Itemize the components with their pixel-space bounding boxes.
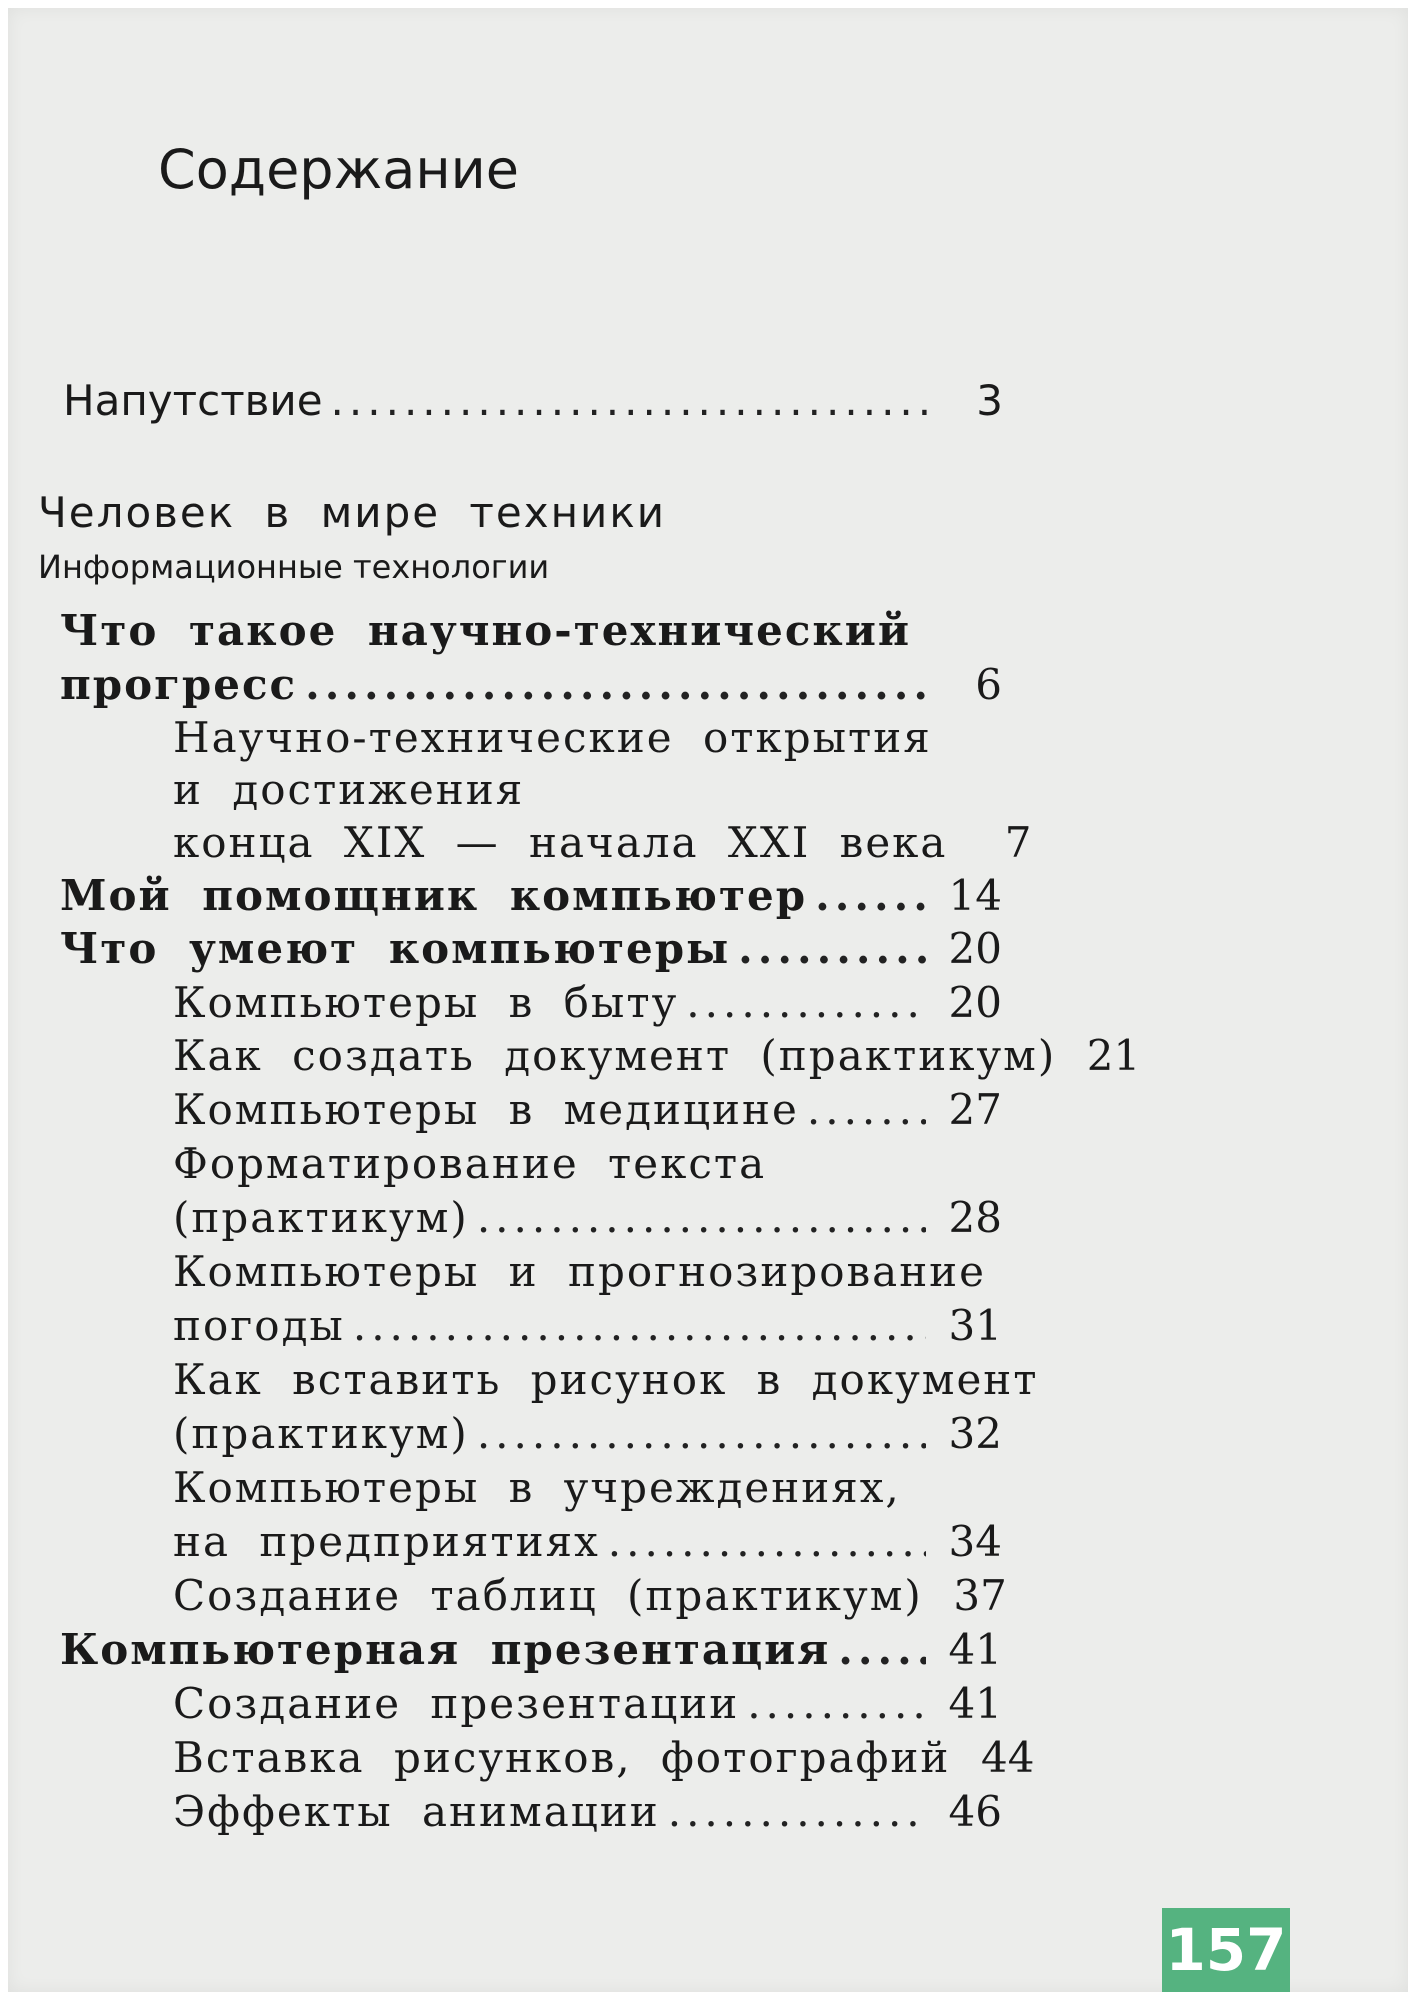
toc-discoveries-line2: и достижения (173, 765, 525, 814)
toc-office-line1: Компьютеры в учреждениях, (173, 1463, 901, 1512)
toc-entry-weather (173, 1301, 1002, 1350)
toc-entry-format (173, 1193, 1002, 1242)
toc-entry-can (60, 924, 1002, 973)
toc-entry-page: 46 (948, 1787, 1002, 1836)
toc-progress-line1: Что такое научно-технический (60, 606, 912, 655)
toc-leader-dots (738, 924, 926, 973)
toc-format-line1: Форматирование текста (173, 1139, 767, 1188)
toc-entry-label: Компьютеры в быту (173, 978, 679, 1027)
toc-weather-line1: Компьютеры и прогнозирование (173, 1247, 987, 1296)
toc-entry-label: на предприятиях (173, 1517, 600, 1566)
toc-discoveries-line1: Научно-технические открытия (173, 713, 932, 762)
toc-entry-page: 34 (948, 1517, 1002, 1566)
toc-entry-label: Как создать документ (практикум) (173, 1031, 1057, 1080)
toc-entry-discoveries (173, 818, 1032, 867)
toc-entry-label: Мой помощник компьютер (60, 871, 808, 920)
section-title: Человек в мире техники (38, 488, 667, 537)
toc-leader-dots (608, 1517, 926, 1566)
toc-entry-helper (60, 871, 1002, 920)
toc-leader-dots (477, 1193, 926, 1242)
toc-entry-label: Вставка рисунков, фотографий (173, 1733, 951, 1782)
page-title: Содержание (158, 138, 519, 201)
toc-entry-label: Компьютеры в медицине (173, 1085, 799, 1134)
toc-entry-label: Создание презентации (173, 1679, 740, 1728)
toc-leader-dots (668, 1787, 926, 1836)
toc-entry-label: Что умеют компьютеры (60, 924, 731, 973)
toc-entry-page: 14 (948, 871, 1002, 920)
toc-leader-dots (686, 978, 926, 1027)
toc-entry-pics (173, 1733, 1035, 1782)
toc-leader-dots (815, 871, 926, 920)
toc-entry-label: Компьютерная презентация (60, 1625, 831, 1674)
toc-entry-doc (173, 1031, 1141, 1080)
toc-entry-intro (63, 376, 1003, 425)
toc-entry-insert (173, 1409, 1002, 1458)
toc-entry-page: 31 (948, 1301, 1002, 1350)
toc-entry-page: 20 (948, 924, 1002, 973)
toc-leader-dots (747, 1679, 926, 1728)
book-page (8, 8, 1408, 1992)
toc-insert-line1: Как вставить рисунок в документ (173, 1355, 1039, 1404)
toc-entry-med (173, 1085, 1002, 1134)
toc-entry-office (173, 1517, 1002, 1566)
toc-entry-page: 6 (975, 660, 1002, 709)
toc-entry-label: конца XIX — начала XXI века (173, 818, 948, 867)
toc-leader-dots (305, 660, 926, 709)
toc-entry-page: 32 (948, 1409, 1002, 1458)
section-subtitle: Информационные технологии (38, 548, 550, 586)
toc-entry-anim (173, 1787, 1002, 1836)
toc-entry-label: погоды (173, 1301, 345, 1350)
toc-entry-page: 44 (980, 1733, 1035, 1782)
toc-entry-label: прогресс (60, 660, 298, 709)
toc-entry-tables (173, 1571, 1007, 1620)
toc-entry-presentation (60, 1625, 1002, 1674)
toc-entry-progress (60, 660, 1002, 709)
toc-entry-page: 21 (1086, 1031, 1141, 1080)
toc-entry-page: 37 (953, 1571, 1007, 1620)
toc-entry-label: (практикум) (173, 1409, 469, 1458)
toc-leader-dots (838, 1625, 926, 1674)
toc-entry-label: Эффекты анимации (173, 1787, 660, 1836)
toc-entry-page: 41 (948, 1679, 1002, 1728)
toc-entry-page: 7 (1004, 818, 1032, 867)
toc-entry-label: Создание таблиц (практикум) (173, 1571, 923, 1620)
page-number-badge: 157 (1162, 1908, 1290, 1992)
toc-entry-label: (практикум) (173, 1193, 469, 1242)
toc-entry-create-pres (173, 1679, 1002, 1728)
toc-entry-page: 20 (948, 978, 1002, 1027)
toc-leader-dots (477, 1409, 926, 1458)
toc-entry-home (173, 978, 1002, 1027)
toc-entry-page: 28 (948, 1193, 1002, 1242)
toc-leader-dots (807, 1085, 926, 1134)
toc-entry-label: Напутствие (63, 376, 323, 425)
toc-entry-page: 3 (976, 376, 1003, 425)
toc-leader-dots (331, 376, 927, 425)
toc-leader-dots (353, 1301, 926, 1350)
toc-entry-page: 41 (948, 1625, 1002, 1674)
toc-entry-page: 27 (948, 1085, 1002, 1134)
